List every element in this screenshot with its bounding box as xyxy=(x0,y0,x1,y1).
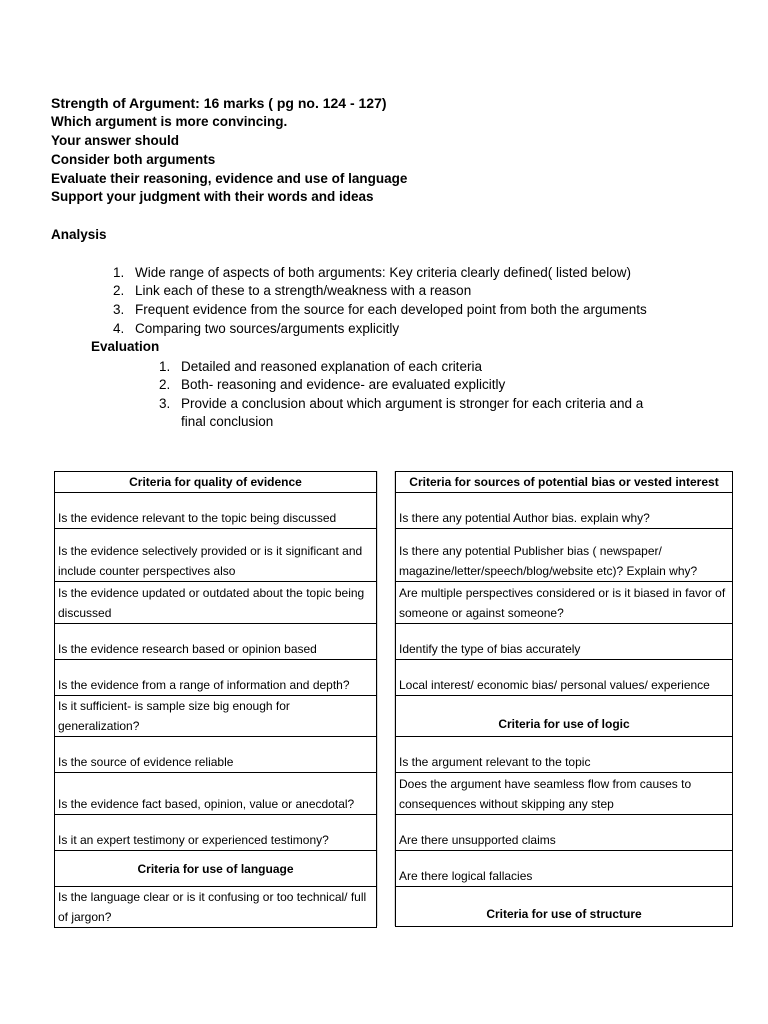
analysis-item-number: 2. xyxy=(113,283,125,298)
table-header: Criteria for use of language xyxy=(55,851,377,887)
header-line-2: Your answer should xyxy=(51,133,180,148)
table-cell: Is it sufficient- is sample size big enough for generalization? xyxy=(55,696,377,737)
analysis-item-text: Frequent evidence from the source for each developed point from both the arguments xyxy=(135,302,647,317)
table-cell: Are there unsupported claims xyxy=(396,815,733,851)
page-title: Strength of Argument: 16 marks ( pg no. 124 - 127) xyxy=(51,95,387,111)
table-header: Criteria for quality of evidence xyxy=(55,472,377,493)
analysis-item-text: Wide range of aspects of both arguments: Key criteria clearly defined( listed below) xyxy=(135,265,631,280)
header-line-4: Evaluate their reasoning, evidence and use of language xyxy=(51,171,408,186)
evaluation-item-text: Provide a conclusion about which argument is stronger for each criteria and a xyxy=(181,396,644,411)
table-cell: Are there logical fallacies xyxy=(396,851,733,887)
table-cell: Is the evidence selectively provided or is it significant and include counter perspectives also xyxy=(55,529,377,582)
evaluation-item-text: final conclusion xyxy=(181,414,274,429)
evaluation-item-text: Detailed and reasoned explanation of each criteria xyxy=(181,359,482,374)
analysis-item-text: Comparing two sources/arguments explicitly xyxy=(135,321,400,336)
table-cell: Local interest/ economic bias/ personal values/ experience xyxy=(396,660,733,696)
evaluation-item-text: Both- reasoning and evidence- are evaluated explicitly xyxy=(181,377,506,392)
table-cell: Is the evidence research based or opinion based xyxy=(55,624,377,660)
table-header: Criteria for use of logic xyxy=(396,696,733,737)
analysis-item-text: Link each of these to a strength/weakness with a reason xyxy=(135,283,472,298)
table-cell: Is the language clear or is it confusing or too technical/ full of jargon? xyxy=(55,887,377,928)
table-cell: Is there any potential Author bias. explain why? xyxy=(396,493,733,529)
table-cell: Is the source of evidence reliable xyxy=(55,737,377,773)
table-cell: Is the evidence updated or outdated about the topic being discussed xyxy=(55,582,377,624)
table-cell: Identify the type of bias accurately xyxy=(396,624,733,660)
analysis-heading: Analysis xyxy=(51,227,107,242)
evaluation-item-number: 1. xyxy=(159,359,171,374)
table-cell: Is the evidence from a range of information and depth? xyxy=(55,660,377,696)
analysis-item-number: 4. xyxy=(113,321,125,336)
analysis-item-number: 3. xyxy=(113,302,125,317)
table-cell: Is it an expert testimony or experienced testimony? xyxy=(55,815,377,851)
table-cell: Is the evidence relevant to the topic being discussed xyxy=(55,493,377,529)
table-cell: Is the argument relevant to the topic xyxy=(396,737,733,773)
column-gap xyxy=(377,471,395,926)
table-header: Criteria for sources of potential bias or vested interest xyxy=(396,472,733,493)
table-cell: Does the argument have seamless flow from causes to consequences without skipping any step xyxy=(396,773,733,815)
bias-criteria-table xyxy=(395,471,733,927)
header-line-1: Which argument is more convincing. xyxy=(51,114,288,129)
evaluation-item-number: 3. xyxy=(159,396,171,411)
table-cell: Is there any potential Publisher bias ( newspaper/ magazine/letter/speech/blog/website etc)? Explain why? xyxy=(396,529,733,582)
table-cell: Are multiple perspectives considered or is it biased in favor of someone or against someone? xyxy=(396,582,733,624)
header-line-5: Support your judgment with their words and ideas xyxy=(51,189,374,204)
analysis-item-number: 1. xyxy=(113,265,125,280)
table-cell: Is the evidence fact based, opinion, value or anecdotal? xyxy=(55,773,377,815)
evaluation-heading: Evaluation xyxy=(91,339,160,354)
header-line-3: Consider both arguments xyxy=(51,152,216,167)
evidence-criteria-table xyxy=(54,471,377,928)
table-header: Criteria for use of structure xyxy=(396,887,733,927)
evaluation-item-number: 2. xyxy=(159,377,171,392)
